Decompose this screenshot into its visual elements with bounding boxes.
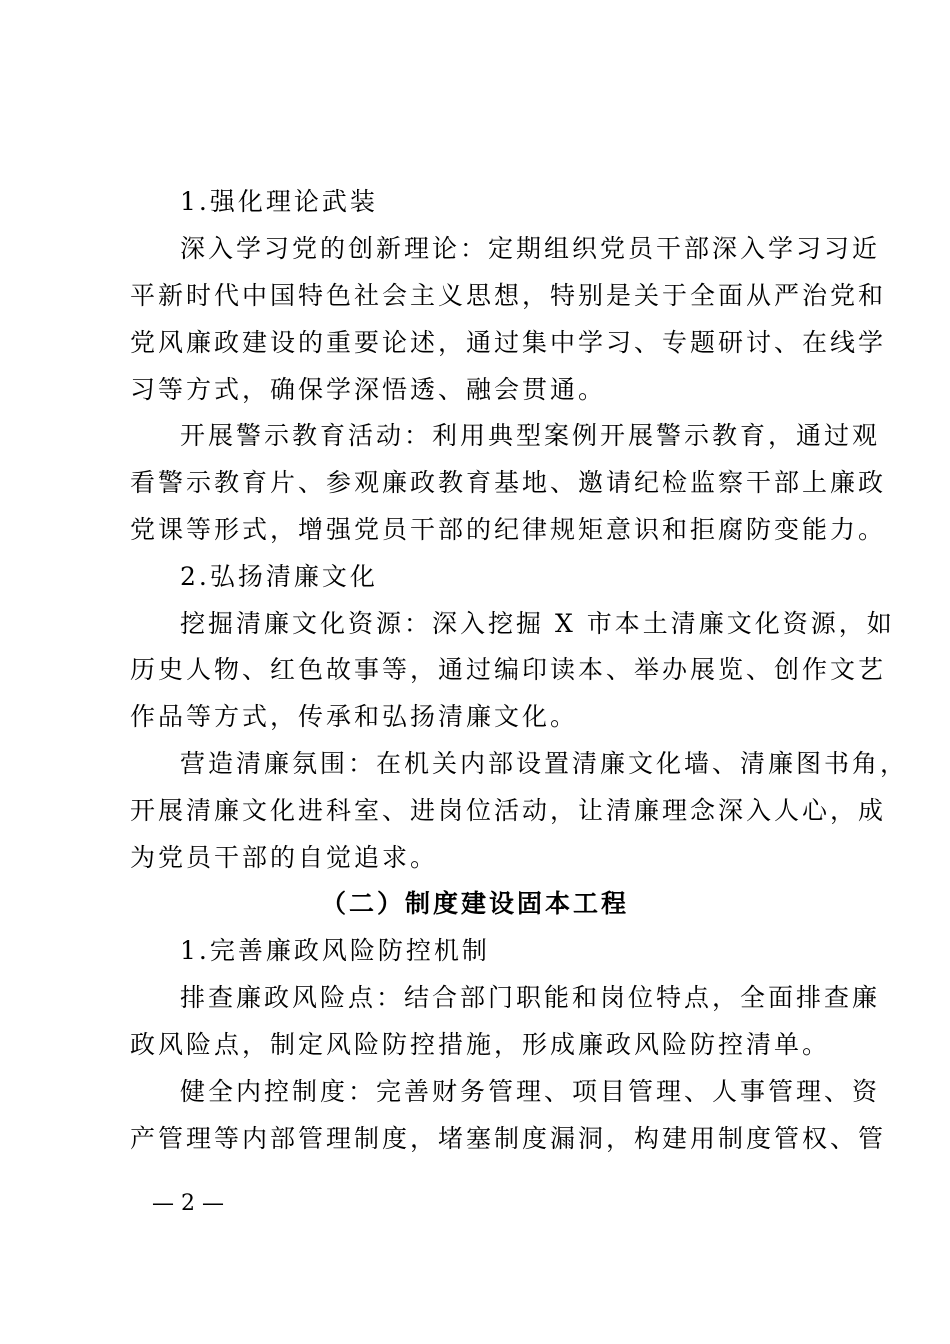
paragraph-line: 作品等方式，传承和弘扬清廉文化。	[130, 702, 579, 731]
paragraph-line: 开展警示教育活动：利用典型案例开展警示教育，通过观	[180, 421, 881, 450]
paragraph-line: 开展清廉文化进科室、进岗位活动，让清廉理念深入人心，成	[130, 796, 887, 825]
section-heading: （二）制度建设固本工程	[320, 889, 629, 918]
paragraph-line: 挖掘清廉文化资源：深入挖掘 X 市本土清廉文化资源，如	[180, 609, 895, 638]
paragraph-line: 产管理等内部管理制度，堵塞制度漏洞，构建用制度管权、管	[130, 1124, 887, 1153]
paragraph-line: 深入学习党的创新理论：定期组织党员干部深入学习习近	[180, 234, 881, 263]
paragraph-line: 政风险点，制定风险防控措施，形成廉政风险防控清单。	[130, 1030, 831, 1059]
paragraph-line: 营造清廉氛围：在机关内部设置清廉文化墙、清廉图书角，	[180, 749, 909, 778]
subheading-promote-culture: 2.弘扬清廉文化	[180, 562, 378, 591]
paragraph-line: 平新时代中国特色社会主义思想，特别是关于全面从严治党和	[130, 281, 887, 310]
paragraph-line: 党课等形式，增强党员干部的纪律规矩意识和拒腐防变能力。	[130, 515, 887, 544]
subheading-risk-control: 1.完善廉政风险防控机制	[180, 936, 490, 965]
paragraph-line: 为党员干部的自觉追求。	[130, 843, 439, 872]
paragraph-line: 习等方式，确保学深悟透、融会贯通。	[130, 375, 607, 404]
paragraph-line: 健全内控制度：完善财务管理、项目管理、人事管理、资	[180, 1077, 881, 1106]
subheading-strengthen-theory: 1.强化理论武装	[180, 187, 378, 216]
page-number: — 2 —	[152, 1191, 224, 1216]
paragraph-line: 党风廉政建设的重要论述，通过集中学习、专题研讨、在线学	[130, 328, 887, 357]
paragraph-line: 看警示教育片、参观廉政教育基地、邀请纪检监察干部上廉政	[130, 468, 887, 497]
paragraph-line: 历史人物、红色故事等，通过编印读本、举办展览、创作文艺	[130, 655, 887, 684]
paragraph-line: 排查廉政风险点：结合部门职能和岗位特点，全面排查廉	[180, 983, 881, 1012]
